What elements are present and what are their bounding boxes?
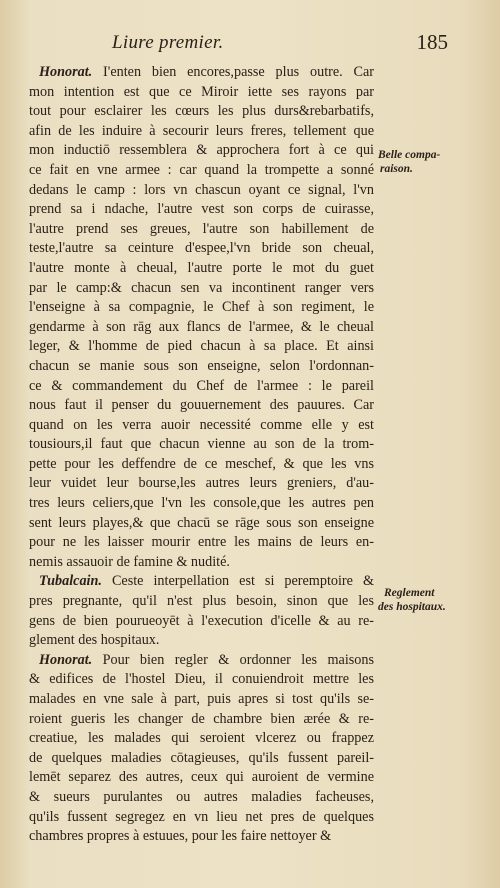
text-line xyxy=(29,122,374,142)
text-line xyxy=(29,377,374,397)
page-header xyxy=(90,30,448,56)
text-line xyxy=(29,729,374,749)
text-line xyxy=(29,239,374,259)
margin-note-reglement-hospitaux xyxy=(378,586,446,614)
text-line xyxy=(29,788,374,808)
text-line xyxy=(29,318,374,338)
text-line xyxy=(29,298,374,318)
margin-note-line: Belle compa- xyxy=(378,149,441,161)
text-line xyxy=(29,337,374,357)
text-line xyxy=(29,83,374,103)
text-line xyxy=(29,455,374,475)
text-line xyxy=(29,827,374,847)
line-text: leger, & l'homme de pied chacun à sa place. Et ainsi xyxy=(29,338,374,355)
margin-note-belle-comparaison xyxy=(378,148,440,176)
line-text: Pour bien regler & ordonner les maisons xyxy=(102,651,374,668)
text-line xyxy=(29,181,374,201)
page-number: 185 xyxy=(416,30,448,54)
running-title: Liure premier. xyxy=(112,32,224,53)
line-text: quand on les verra auoir necessité comme elle y est xyxy=(29,416,374,433)
text-line xyxy=(29,259,374,279)
line-text: malades en vne sale à part, puis apres si tost qu'ils se- xyxy=(29,691,374,707)
line-text: mon inductiō ressemblera & approchera fort à ce qui xyxy=(29,142,374,159)
text-line xyxy=(29,553,374,573)
text-line xyxy=(29,474,374,494)
line-text: gens de bien pourueoyēt à l'execution d'icelle & au re- xyxy=(29,612,374,629)
text-line xyxy=(29,514,374,534)
line-text: qu'ils fussent segregez en vn lieu net pres de quelques xyxy=(29,808,374,825)
line-text: pette pour les deffendre de ce meschef, & que les vns xyxy=(29,455,374,472)
text-line xyxy=(29,494,374,514)
line-text: roient gueris les changer de chambre bien ærée & re- xyxy=(29,710,374,727)
line-text: pour ne les laisser mourir entre les mains de leurs en- xyxy=(29,534,374,551)
line-text: tousiours,il faut que chacun vienne au son de la trom- xyxy=(29,436,374,453)
line-text: chacun se manie sous son enseigne, selon l'ordonnan- xyxy=(29,357,374,374)
line-text: nemis assauoir de famine & nudité. xyxy=(29,553,230,570)
text-line xyxy=(29,808,374,828)
line-text: gendarme à son rāg aux flancs de l'armee, & le cheual xyxy=(29,318,374,335)
line-text: ce fait en vne armee : car quand la trompette a sonné xyxy=(29,161,374,178)
text-line xyxy=(29,141,374,161)
line-text: leur vuidet leur bourse,les autres leurs greniers, d'au- xyxy=(29,475,374,492)
text-line xyxy=(29,220,374,240)
body-text xyxy=(29,63,374,847)
text-line xyxy=(29,200,374,220)
margin-note-line: raison. xyxy=(380,163,413,175)
line-text: ce & commandement du Chef de l'armee : le pareil xyxy=(29,377,374,394)
text-line xyxy=(29,631,374,651)
text-line xyxy=(29,670,374,690)
line-text: mon intention est que ce Miroir iette ses rayons par xyxy=(29,83,374,100)
text-line xyxy=(29,749,374,769)
text-line xyxy=(29,357,374,377)
line-text: nous faut il penser du gouuernement des pauures. Car xyxy=(29,397,374,414)
line-text: Ceste interpellation est si peremptoire & xyxy=(111,573,374,590)
line-text: I'enten bien encores,passe plus outre. Car xyxy=(103,64,374,80)
speaker-name: Honorat. xyxy=(39,64,93,80)
speaker-name: Tubalcain. xyxy=(39,573,102,590)
margin-note-line: des hospitaux. xyxy=(378,601,446,613)
text-line xyxy=(29,416,374,436)
text-line xyxy=(29,710,374,730)
text-line xyxy=(29,612,374,632)
text-line xyxy=(29,396,374,416)
line-text: teste,l'autre sa ceinture d'espee,l'vn bride son cheual, xyxy=(29,240,374,257)
line-text: chambres propres à estuues, pour les faire nettoyer & xyxy=(29,828,332,845)
speaker-name: Honorat. xyxy=(39,651,93,668)
text-line xyxy=(29,690,374,710)
text-line xyxy=(29,435,374,455)
text-line xyxy=(29,161,374,181)
line-text: glement des hospitaux. xyxy=(29,632,160,649)
line-text: pres pregnante, qu'il n'est plus besoin, sinon que les xyxy=(29,593,374,610)
text-line xyxy=(29,63,374,83)
line-text: & edifices de l'hostel Dieu, il conuiendroit mettre les xyxy=(29,671,374,688)
line-text: & sueurs purulantes ou autres maladies facheuses, xyxy=(29,788,374,805)
line-text: l'autre monte à cheual, l'autre porte le mot du guet xyxy=(29,259,374,276)
line-text: par le camp:& chacun sen va incontinent ranger vers xyxy=(29,279,374,296)
text-line xyxy=(29,768,374,788)
line-text: prend sa i ndache, l'autre vest son corps de cuirasse, xyxy=(29,201,374,218)
line-text: l'enseigne à sa compagnie, le Chef à son regiment, le xyxy=(29,299,374,316)
text-line xyxy=(29,533,374,553)
line-text: dedans le camp : lors vn chascun oyant ce signal, l'vn xyxy=(29,181,374,198)
margin-note-line: Reglement xyxy=(384,587,435,599)
line-text: tout pour esclairer les cœurs les plus durs&rebarbatifs, xyxy=(29,103,374,120)
line-text: l'autre prend ses greues, l'autre son habillement de xyxy=(29,220,374,237)
line-text: tres leurs celiers,que l'vn les console,que les autres pen xyxy=(29,495,374,512)
text-line xyxy=(29,592,374,612)
line-text: creatiue, les malades qui seroient vlcerez ou frappez xyxy=(29,730,374,747)
line-text: afin de les induire à secourir leurs freres, tellement que xyxy=(29,122,374,139)
text-line xyxy=(29,572,374,592)
line-text: lemēt separez des autres, ceux qui auroient de vermine xyxy=(29,769,374,786)
text-line xyxy=(29,651,374,671)
line-text: sent leurs playes,& que chacū se rāge sous son enseigne xyxy=(29,514,374,531)
line-text: de quelques maladies cōtagieuses, qu'ils fussent pareil- xyxy=(29,749,374,766)
text-line xyxy=(29,279,374,299)
text-line xyxy=(29,102,374,122)
